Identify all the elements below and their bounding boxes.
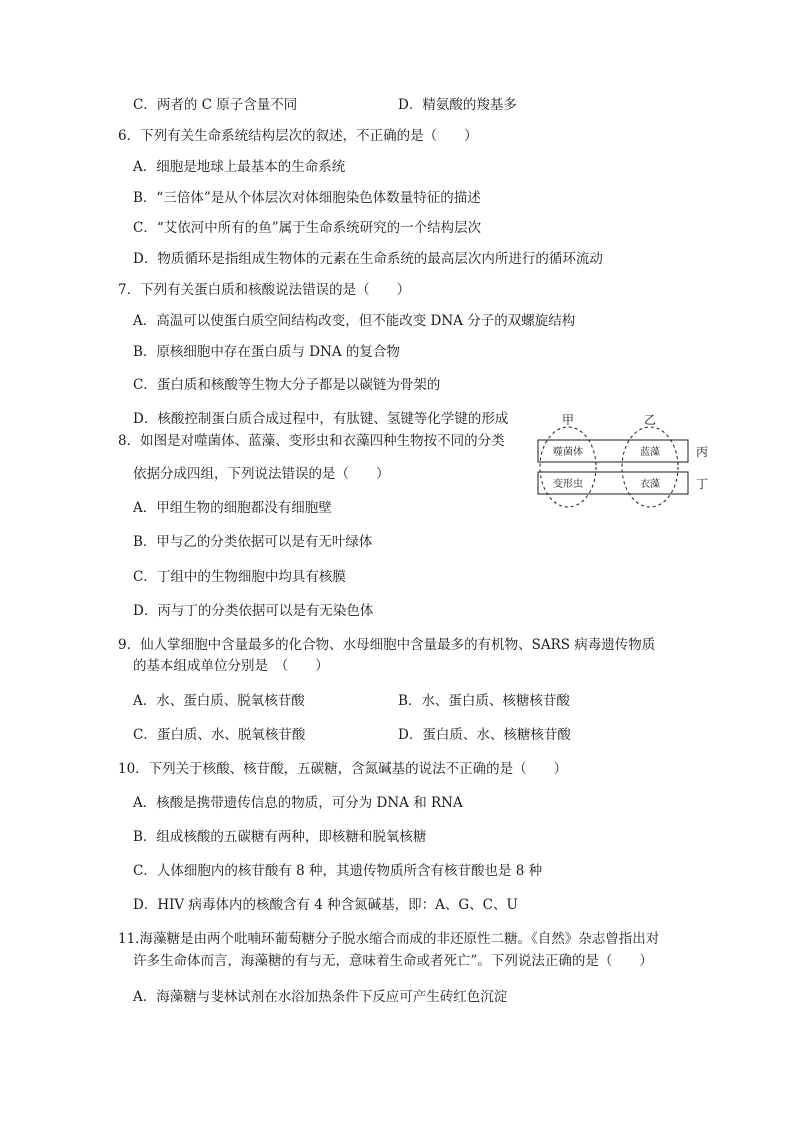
q10-stem: 10．下列关于核酸、核苷酸，五碳糖，含氮碱基的说法不正确的是（ ） <box>118 761 568 777</box>
q8-option-d: D．丙与丁的分类依据可以是有无染色体 <box>133 603 374 619</box>
q8-option-b: B．甲与乙的分类依据可以是有无叶绿体 <box>133 534 373 550</box>
diagram-cell-chlamydomonas: 衣藻 <box>640 479 660 490</box>
q9-option-d: D．蛋白质、水、核糖核苷酸 <box>398 727 571 743</box>
diagram-group-jia <box>540 427 596 507</box>
q9-option-b: B．水、蛋白质、核糖核苷酸 <box>398 693 570 709</box>
q6-option-c: C．“艾依河中所有的鱼”属于生命系统研究的一个结构层次 <box>133 220 482 236</box>
q10-option-c: C．人体细胞内的核苷酸有 8 种，其遗传物质所含有核苷酸也是 8 种 <box>133 863 543 879</box>
q8-option-a: A．甲组生物的细胞都没有细胞壁 <box>133 500 332 516</box>
classification-diagram <box>536 410 716 510</box>
q10-option-b: B．组成核酸的五碳糖有两种，即核糖和脱氧核糖 <box>133 829 427 845</box>
q6-option-d: D．物质循环是指组成生物体的元素在生命系统的最高层次内所进行的循环流动 <box>133 251 603 267</box>
q7-stem: 7．下列有关蛋白质和核酸说法错误的是（ ） <box>118 282 411 298</box>
q6-option-b: B．“三倍体”是从个体层次对体细胞染色体数量特征的描述 <box>133 190 481 206</box>
q10-option-d: D．HIV 病毒体内的核酸含有 4 种含氮碱基，即：A、G、C、U <box>133 897 518 913</box>
diagram-cell-cyanobacteria: 蓝藻 <box>640 447 660 458</box>
q7-option-d: D．核酸控制蛋白质合成过程中，有肽键、氢键等化学键的形成 <box>133 411 509 427</box>
diagram-cell-phage: 噬菌体 <box>553 447 583 458</box>
q9-stem-line2: 的基本组成单位分别是 （ ） <box>133 658 329 674</box>
q8-stem-line1: 8．如图是对噬菌体、蓝藻、变形虫和衣藻四种生物按不同的分类 <box>118 433 505 449</box>
q9-stem-line1: 9．仙人掌细胞中含量最多的化合物、水母细胞中含量最多的有机物、SARS 病毒遗传物质 <box>118 637 656 653</box>
diagram-label-ding: 丁 <box>696 477 709 491</box>
q11-stem-line2: 许多生命体而言，海藻糖的有与无，意味着生命或者死亡”。下列说法正确的是（ ） <box>133 953 653 969</box>
q6-stem: 6．下列有关生命系统结构层次的叙述，不正确的是（ ） <box>118 128 478 144</box>
q10-option-a: A．核酸是携带遗传信息的物质，可分为 DNA 和 RNA <box>133 795 463 811</box>
q9-option-a: A．水、蛋白质、脱氧核苷酸 <box>133 693 305 709</box>
q7-option-b: B．原核细胞中存在蛋白质与 DNA 的复合物 <box>133 344 400 360</box>
q8-option-c: C．丁组中的生物细胞中均具有核膜 <box>133 569 346 585</box>
q11-option-a: A．海藻糖与斐林试剂在水浴加热条件下反应可产生砖红色沉淀 <box>133 989 508 1005</box>
q6-option-a: A．细胞是地球上最基本的生命系统 <box>133 159 346 175</box>
diagram-label-bing: 丙 <box>696 445 709 459</box>
diagram-group-yi <box>622 427 678 507</box>
q11-stem-line1: 11.海藻糖是由两个吡喃环葡萄糖分子脱水缩合而成的非还原性二糖。《自然》杂志曾指出对 <box>118 931 660 947</box>
q9-option-c: C．蛋白质、水、脱氧核苷酸 <box>133 727 306 743</box>
diagram-cell-amoeba: 变形虫 <box>553 479 583 490</box>
q8-stem-line2: 依据分成四组，下列说法错误的是（ ） <box>133 466 390 482</box>
q5-option-d: D．精氨酸的羧基多 <box>398 97 517 113</box>
q7-option-a: A．高温可以使蛋白质空间结构改变，但不能改变 DNA 分子的双螺旋结构 <box>133 313 576 329</box>
diagram-label-jia: 甲 <box>561 413 575 427</box>
q5-option-c: C．两者的 C 原子含量不同 <box>133 97 298 113</box>
diagram-label-yi: 乙 <box>643 413 657 427</box>
q7-option-c: C．蛋白质和核酸等生物大分子都是以碳链为骨架的 <box>133 377 441 393</box>
